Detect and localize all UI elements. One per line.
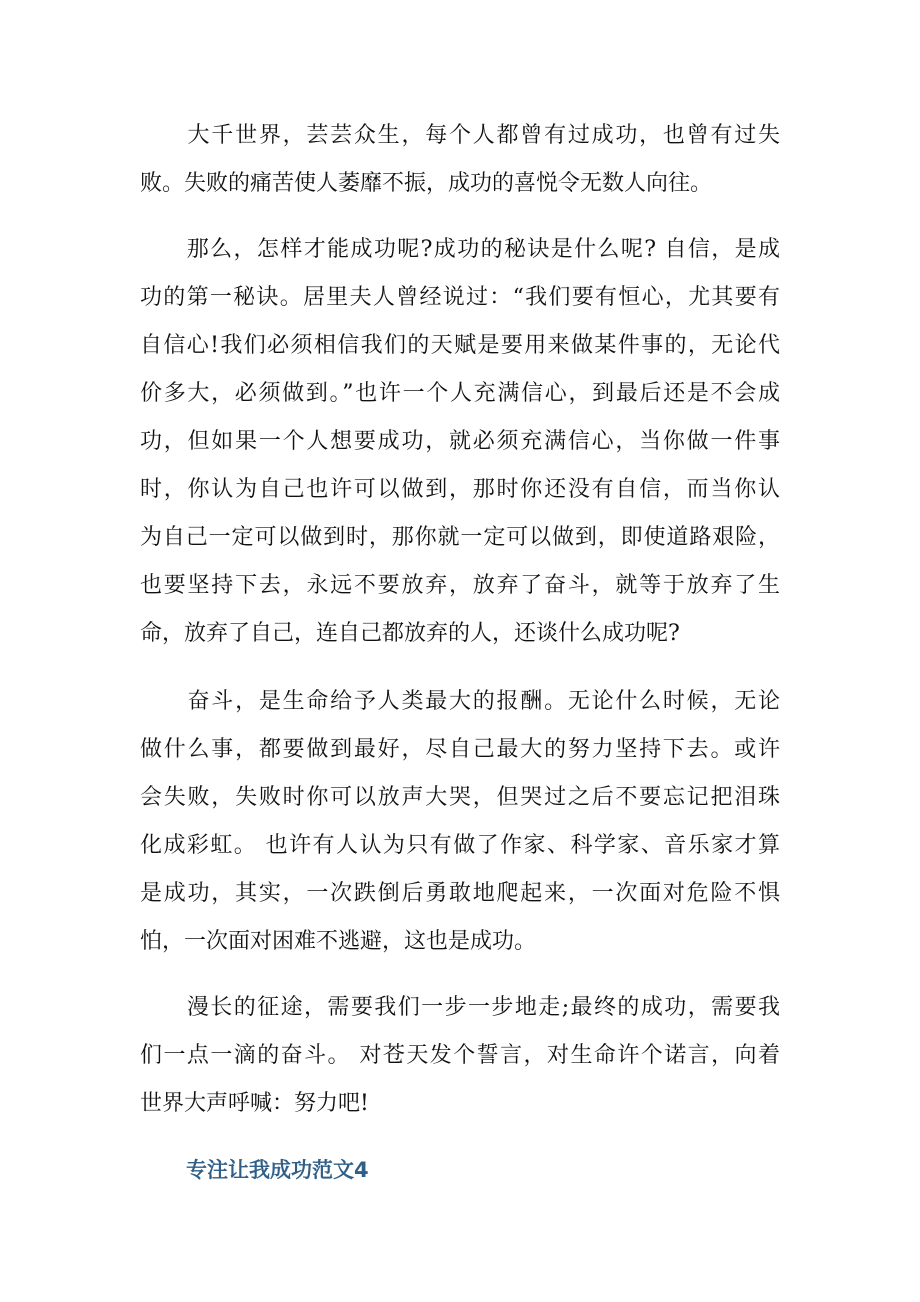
paragraph-4 (140, 984, 780, 1128)
paragraph-line: 怕，一次面对困难不逃避，这也是成功。 (140, 929, 537, 954)
paragraph-line: 功，但如果一个人想要成功，就必须充满信心，当你做一件事 (140, 429, 780, 454)
paragraph-line: 为自己一定可以做到时，那你就一定可以做到，即使道路艰险， (140, 525, 780, 550)
section-heading: 专注让我成功范文4 (186, 1158, 369, 1182)
paragraph-1 (140, 112, 780, 208)
paragraph-line: 功的第一秘诀。居里夫人曾经说过：“我们要有恒心，尤其要有 (140, 285, 780, 310)
paragraph-line: 奋斗，是生命给予人类最大的报酬。无论什么时候，无论 (140, 689, 780, 714)
paragraph-line: 命，放弃了自己，连自己都放弃的人，还谈什么成功呢? (140, 621, 680, 646)
paragraph-line: 价多大，必须做到。”也许一个人充满信心，到最后还是不会成 (140, 381, 780, 406)
paragraph-line: 时，你认为自己也许可以做到，那时你还没有自信，而当你认 (140, 477, 780, 502)
paragraph-line: 那么，怎样才能成功呢?成功的秘诀是什么呢? 自信，是成 (140, 237, 780, 262)
paragraph-line: 会失败，失败时你可以放声大哭，但哭过之后不要忘记把泪珠 (140, 785, 780, 810)
paragraph-line: 大千世界，芸芸众生，每个人都曾有过成功，也曾有过失 (140, 123, 780, 148)
paragraph-2 (140, 226, 780, 658)
paragraph-line: 是成功，其实，一次跌倒后勇敢地爬起来，一次面对危险不惧 (140, 881, 780, 906)
paragraph-line: 们一点一滴的奋斗。 对苍天发个誓言，对生命许个诺言，向着 (140, 1043, 780, 1068)
paragraph-line: 世界大声呼喊：努力吧! (140, 1091, 369, 1116)
paragraph-line: 做什么事，都要做到最好，尽自己最大的努力坚持下去。或许 (140, 737, 780, 762)
paragraph-line: 也要坚持下去，永远不要放弃，放弃了奋斗，就等于放弃了生 (140, 573, 780, 598)
paragraph-line: 漫长的征途，需要我们一步一步地走;最终的成功，需要我 (140, 995, 780, 1020)
paragraph-line: 败。失败的痛苦使人萎靡不振，成功的喜悦令无数人向往。 (140, 171, 713, 196)
paragraph-line: 化成彩虹。 也许有人认为只有做了作家、科学家、音乐家才算 (140, 833, 780, 858)
paragraph-3 (140, 678, 780, 966)
paragraph-line: 自信心!我们必须相信我们的天赋是要用来做某件事的，无论代 (140, 333, 780, 358)
